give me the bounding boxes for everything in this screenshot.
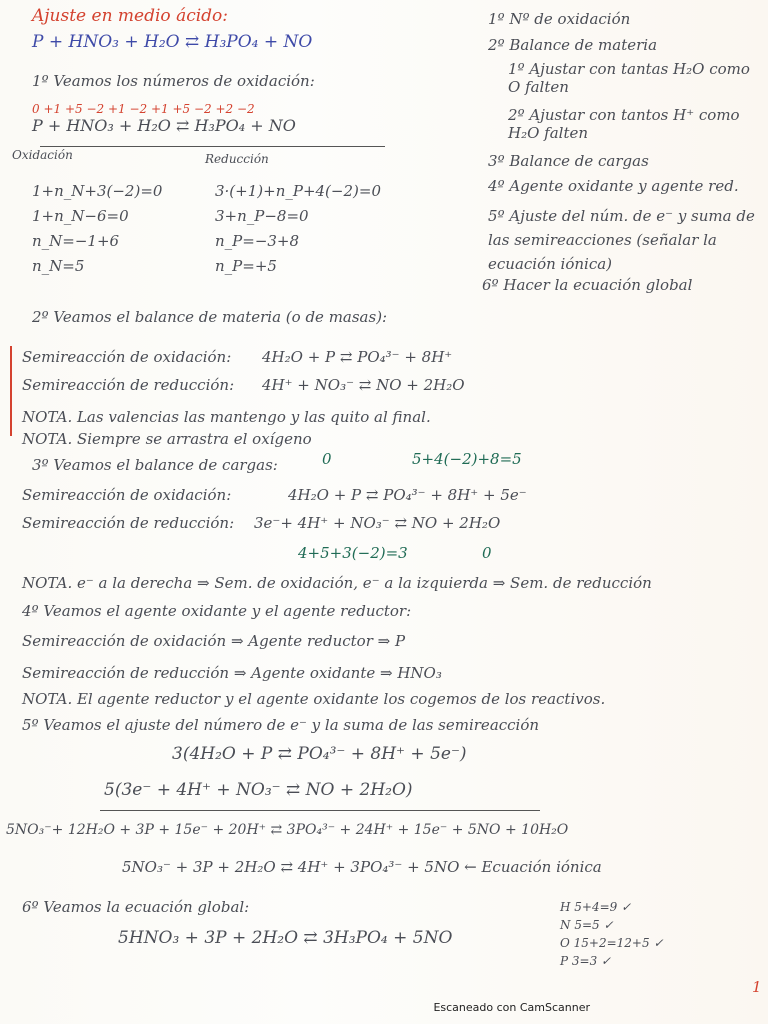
section-6-heading: 6º Veamos la ecuación global: <box>22 898 250 916</box>
oxidation-arrow-line <box>40 146 385 147</box>
calc-p-2: 3+n_P−8=0 <box>215 207 309 225</box>
charge-bottom-right: 0 <box>482 544 492 562</box>
sum-equation: 5NO₃⁻+ 12H₂O + 3P + 15e⁻ + 20H⁺ ⇄ 3PO₄³⁻ + 24H⁺ + 15e⁻ + 5NO + 10H₂O <box>6 822 569 838</box>
calc-n-1: 1+n_N+3(−2)=0 <box>32 182 163 200</box>
semi-ox-label-2: Semireacción de oxidación: <box>22 486 232 504</box>
multiplied-ox: 3(4H₂O + P ⇄ PO₄³⁻ + 8H⁺ + 5e⁻) <box>172 744 467 764</box>
step-6: 6º Hacer la ecuación global <box>482 276 693 294</box>
margin-bracket <box>10 346 12 436</box>
calc-p-3: n_P=−3+8 <box>215 232 300 250</box>
step-4: 4º Agente oxidante y agente red. <box>488 177 739 195</box>
calc-n-2: 1+n_N−6=0 <box>32 207 129 225</box>
charge-top-left: 0 <box>322 450 332 468</box>
calc-p-4: n_P=+5 <box>215 257 277 275</box>
calc-p-1: 3·(+1)+n_P+4(−2)=0 <box>215 182 381 200</box>
main-equation: P + HNO₃ + H₂O ⇄ H₃PO₄ + NO <box>32 32 313 52</box>
calc-n-4: n_N=5 <box>32 257 85 275</box>
nota-4: NOTA. El agente reductor y el agente oxidante los cogemos de los reactivos. <box>22 690 606 708</box>
global-equation: 5HNO₃ + 3P + 2H₂O ⇄ 3H₃PO₄ + 5NO <box>118 928 453 948</box>
agent-red: Semireacción de reducción ⇒ Agente oxidante ⇒ HNO₃ <box>22 664 442 682</box>
step-2-2: 2º Ajustar con tantos H⁺ como H₂O falten <box>508 106 740 142</box>
semi-red-label-2: Semireacción de reducción: <box>22 514 235 532</box>
agent-ox: Semireacción de oxidación ⇒ Agente reductor ⇒ P <box>22 632 406 650</box>
section-5-heading: 5º Veamos el ajuste del número de e⁻ y la suma de las semireacción <box>22 716 540 734</box>
nota-2: NOTA. Siempre se arrastra el oxígeno <box>22 430 312 448</box>
charge-top-right: 5+4(−2)+8=5 <box>412 450 522 468</box>
ox-equation: P + HNO₃ + H₂O ⇄ H₃PO₄ + NO <box>32 116 296 135</box>
check-o: O 15+2=12+5 ✓ <box>560 936 664 950</box>
page-number: 1 <box>752 978 762 996</box>
semi-red-label: Semireacción de reducción: <box>22 376 235 394</box>
multiplied-red: 5(3e⁻ + 4H⁺ + NO₃⁻ ⇄ NO + 2H₂O) <box>104 780 413 800</box>
reduction-label: Reducción <box>205 152 269 166</box>
semi-red-eq-2: 3e⁻+ 4H⁺ + NO₃⁻ ⇄ NO + 2H₂O <box>254 514 501 532</box>
section-4-heading: 4º Veamos el agente oxidante y el agente reductor: <box>22 602 412 620</box>
sum-rule <box>100 810 540 811</box>
nota-3: NOTA. e⁻ a la derecha ⇒ Sem. de oxidación, e⁻ a la izquierda ⇒ Sem. de reducción <box>22 574 652 592</box>
step-2-1: 1º Ajustar con tantas H₂O como O falten <box>508 60 750 96</box>
semi-red-eq: 4H⁺ + NO₃⁻ ⇄ NO + 2H₂O <box>262 376 465 394</box>
calc-n-3: n_N=−1+6 <box>32 232 120 250</box>
ox-numbers: 0 +1 +5 −2 +1 −2 +1 +5 −2 +2 −2 <box>32 102 255 116</box>
ionic-equation: 5NO₃⁻ + 3P + 2H₂O ⇄ 4H⁺ + 3PO₄³⁻ + 5NO ← Ecuación iónica <box>122 858 602 876</box>
section-3-heading: 3º Veamos el balance de cargas: <box>32 456 278 474</box>
section-2-heading: 2º Veamos el balance de materia (o de masas): <box>32 308 388 326</box>
nota-1: NOTA. Las valencias las mantengo y las quito al final. <box>22 408 431 426</box>
semi-ox-label: Semireacción de oxidación: <box>22 348 232 366</box>
doc-title: Ajuste en medio ácido: <box>32 6 229 26</box>
semi-ox-eq-2: 4H₂O + P ⇄ PO₄³⁻ + 8H⁺ + 5e⁻ <box>288 486 527 504</box>
semi-ox-eq: 4H₂O + P ⇄ PO₄³⁻ + 8H⁺ <box>262 348 453 366</box>
step-2: 2º Balance de materia <box>488 36 658 54</box>
check-h: H 5+4=9 ✓ <box>560 900 632 914</box>
step-1: 1º Nº de oxidación <box>488 10 631 28</box>
scanner-footer: Escaneado con CamScanner <box>433 1001 590 1014</box>
charge-bottom-left: 4+5+3(−2)=3 <box>298 544 408 562</box>
step-5: 5º Ajuste del núm. de e⁻ y suma de las semireacciones (señalar la ecuación iónica) <box>488 207 755 273</box>
check-p: P 3=3 ✓ <box>560 954 612 968</box>
oxidation-label: Oxidación <box>12 148 73 162</box>
step-3: 3º Balance de cargas <box>488 152 649 170</box>
section-1-heading: 1º Veamos los números de oxidación: <box>32 72 315 90</box>
check-n: N 5=5 ✓ <box>560 918 614 932</box>
